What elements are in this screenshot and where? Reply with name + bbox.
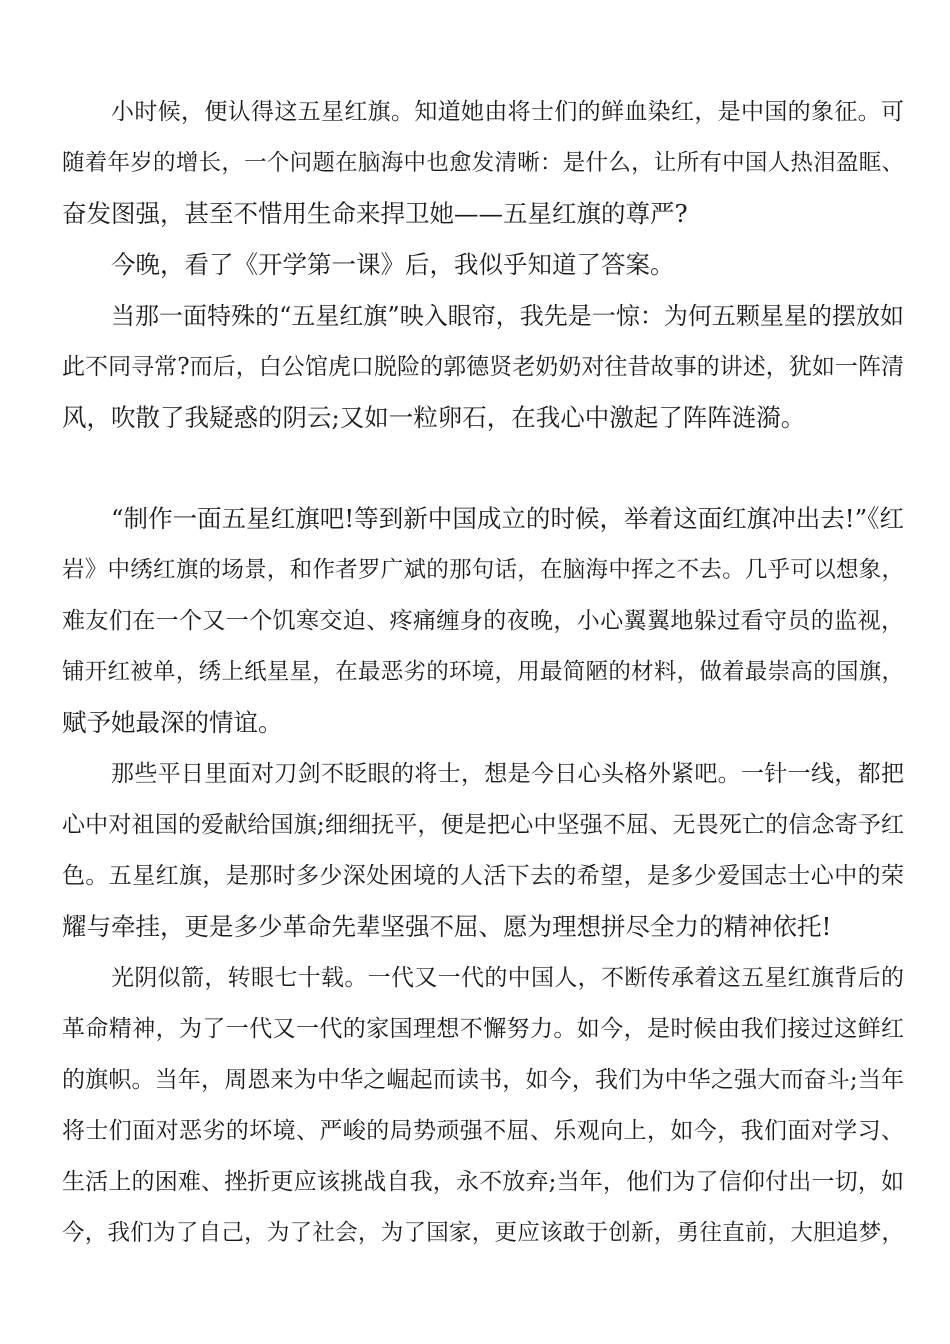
text-line: 革命精神，为了一代又一代的家国理想不懈努力。如今，是时候由我们接过这鲜红	[62, 1016, 904, 1042]
text-line: 生活上的困难、挫折更应该挑战自我，永不放弃;当年，他们为了信仰付出一切，如	[62, 1169, 904, 1195]
text-line: 赋予她最深的情谊。	[62, 708, 283, 737]
text-line: 此不同寻常?而后，白公馆虎口脱险的郭德贤老奶奶对往昔故事的讲述，犹如一阵清	[62, 354, 904, 380]
text-line: 光阴似箭，转眼七十载。一代又一代的中国人，不断传承着这五星红旗背后的	[111, 965, 904, 991]
text-line: 岩》中绣红旗的场景，和作者罗广斌的那句话，在脑海中挥之不去。几乎可以想象，	[62, 557, 904, 583]
text-line: 的旗帜。当年，周恩来为中华之崛起而读书，如今，我们为中华之强大而奋斗;当年	[62, 1067, 904, 1093]
text-line: 耀与牵挂，更是多少革命先辈坚强不屈、愿为理想拼尽全力的精神依托!	[62, 912, 832, 941]
text-line: “制作一面五星红旗吧!等到新中国成立的时候，举着这面红旗冲出去!”《红	[111, 504, 904, 533]
text-line: 风，吹散了我疑惑的阴云;又如一粒卵石，在我心中激起了阵阵涟漪。	[62, 403, 806, 432]
text-line: 今晚，看了《开学第一课》后，我似乎知道了答案。	[111, 250, 675, 279]
text-line: 那些平日里面对刀剑不眨眼的将士，想是今日心头格外紧吧。一针一线，都把	[111, 761, 904, 787]
text-line: 当那一面特殊的“五星红旗”映入眼帘，我先是一惊：为何五颗星星的摆放如	[111, 302, 904, 330]
text-line: 今，我们为了自己，为了社会，为了国家，更应该敢于创新，勇往直前，大胆追梦，	[62, 1220, 904, 1246]
text-line: 铺开红被单，绣上纸星星，在最恶劣的环境，用最简陋的材料，做着最崇高的国旗，	[62, 659, 904, 685]
text-line: 心中对祖国的爱献给国旗;细细抚平，便是把心中坚强不屈、无畏死亡的信念寄予红	[62, 812, 904, 838]
text-line: 将士们面对恶劣的坏境、严峻的局势顽强不屈、乐观向上，如今，我们面对学习、	[62, 1118, 904, 1144]
text-line: 随着年岁的增长，一个问题在脑海中也愈发清晰：是什么，让所有中国人热泪盈眶、	[62, 150, 904, 176]
text-line: 奋发图强，甚至不惜用生命来捍卫她——五星红旗的尊严?	[62, 199, 688, 228]
text-line: 小时候，便认得这五星红旗。知道她由将士们的鲜血染红，是中国的象征。可	[111, 99, 904, 125]
text-line: 难友们在一个又一个饥寒交迫、疼痛缠身的夜晚，小心翼翼地躲过看守员的监视，	[62, 608, 904, 634]
text-line: 色。五星红旗，是那时多少深处困境的人活下去的希望，是多少爱国志士心中的荣	[62, 863, 904, 889]
